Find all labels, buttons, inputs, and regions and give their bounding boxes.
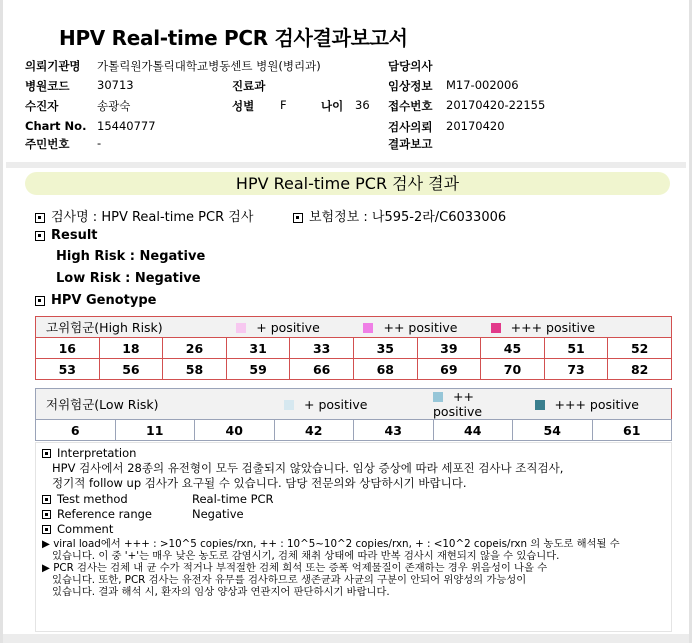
requesting-org-label: 의뢰기관명 [25,59,81,73]
legend-plus [274,389,433,420]
legend-swatch-icon [433,392,443,402]
clinical-info-label: 임상정보 [388,79,433,93]
genotype-cell: 70 [481,359,545,380]
bullet-square-icon [35,296,45,306]
legend-plus-plus-plus [513,389,672,420]
genotype-cell: 16 [36,338,100,359]
insurance-value: 나595-2라/C6033006 [371,210,507,225]
interpretation-box [35,442,672,632]
genotype-cell: 69 [417,359,481,380]
test-method-value: Real-time PCR [192,492,274,506]
comment-2-line-2: 있습니다. 또한, PCR 검사는 유전자 유무를 검사하므로 생존균과 사균의 구분이 안되어 위양성의 가능성이 [52,574,527,586]
genotype-cell: 58 [163,359,227,380]
genotype-cell: 33 [290,338,354,359]
result-heading: Result [51,228,98,243]
legend-label: ++ positive [383,319,458,335]
genotype-cell: 53 [36,359,100,380]
genotype-cell: 43 [354,420,434,441]
interpretation-heading [42,446,136,462]
genotype-cell: 42 [274,420,354,441]
test-method-row [42,492,128,508]
legend-label: + positive [256,319,320,335]
genotype-cell: 44 [433,420,513,441]
header-divider [6,162,686,168]
legend-swatch-icon [284,400,294,410]
genotype-cell: 73 [544,359,608,380]
resident-id-label: 주민번호 [25,137,70,151]
insurance-row [293,206,506,225]
patient-value: 송광숙 [97,99,131,113]
clinical-info-value: M17-002006 [446,78,519,92]
genotype-heading-row [35,293,156,308]
low-risk-row-1 [36,420,672,441]
genotype-cell: 6 [36,420,116,441]
reference-range-label: Reference range [57,507,153,521]
bullet-square-icon [35,213,45,223]
high-risk-title: 고위험군(High Risk) [36,317,227,338]
genotype-cell: 59 [226,359,290,380]
age-label: 나이 [321,99,344,113]
reference-range-value: Negative [192,507,244,521]
test-request-label: 검사의뢰 [388,120,433,134]
bullet-square-icon [42,510,51,519]
hospital-code-label: 병원코드 [25,79,70,93]
legend-swatch-icon [363,323,373,333]
high-risk-header-row [36,317,672,338]
comment-1-line-1: ▶ viral load에서 +++ : >10^5 copies/rxn, ++ : 10^5~10^2 copies/rxn, + : <10^2 copeis/rxn 의 농도로 해석될 수 [42,538,620,550]
comment-1-line-2: 있습니다. 이 중 '+'는 매우 낮은 농도로 감염시기, 검체 채취 상태에 따라 반복 검사시 재현되지 않을 수 있습니다. [52,550,560,562]
comment-label: Comment [57,522,114,536]
comment-row [42,522,113,538]
low-risk-header-row [36,389,672,420]
low-risk-table [35,388,672,441]
resident-id-value: - [97,136,102,150]
bullet-square-icon [42,525,51,534]
test-name-value: HPV Real-time PCR 검사 [101,210,254,225]
genotype-cell: 26 [163,338,227,359]
genotype-cell: 61 [592,420,672,441]
legend-label: +++ positive [554,396,639,412]
genotype-cell: 66 [290,359,354,380]
doctor-label: 담당의사 [388,59,433,73]
requesting-org-value: 가톨릭원가톨릭대학교병동센트 병원(병리과) [97,59,321,73]
legend-label: + positive [304,396,368,412]
test-name-label: 검사명 : [51,210,98,225]
interpretation-line-1: HPV 검사에서 28종의 유전형이 모두 검출되지 않았습니다. 임상 증상에 따라 세포진 검사나 조직검사, [52,461,564,475]
test-name-row [35,206,253,225]
sex-value: F [280,98,287,112]
bullet-square-icon [42,495,51,504]
reference-range-row [42,507,152,523]
receipt-no-label: 접수번호 [388,99,433,113]
page-bottom-bar [3,634,689,643]
genotype-cell: 11 [115,420,195,441]
legend-swatch-icon [535,400,545,410]
sex-label: 성별 [232,99,255,113]
legend-label: ++ positive [433,389,483,419]
genotype-cell: 35 [353,338,417,359]
genotype-cell: 82 [608,359,672,380]
genotype-cell: 54 [513,420,593,441]
test-request-value: 20170420 [446,119,505,133]
test-method-label: Test method [57,492,128,506]
department-label: 진료과 [232,79,266,93]
genotype-cell: 51 [544,338,608,359]
hospital-code-value: 30713 [97,78,134,92]
interpretation-label: Interpretation [57,446,137,460]
legend-swatch-icon [491,323,501,333]
bullet-square-icon [293,213,303,223]
legend-plus-plus [353,317,480,338]
insurance-label: 보험정보 : [309,210,368,225]
legend-swatch-icon [236,323,246,333]
bullet-square-icon [42,449,51,458]
legend-plus-plus-plus [481,317,672,338]
genotype-cell: 40 [195,420,275,441]
genotype-cell: 68 [353,359,417,380]
legend-plus [226,317,353,338]
low-risk-title: 저위험군(Low Risk) [36,389,275,420]
genotype-cell: 56 [99,359,163,380]
result-report-label: 결과보고 [388,137,433,151]
genotype-cell: 31 [226,338,290,359]
age-value: 36 [355,98,370,112]
genotype-heading: HPV Genotype [51,293,157,308]
genotype-cell: 18 [99,338,163,359]
high-risk-result: High Risk : Negative [56,249,206,264]
legend-label: +++ positive [510,319,596,335]
genotype-cell: 39 [417,338,481,359]
comment-2-line-1: ▶ PCR 검사는 검체 내 균 수가 적거나 부적절한 검체 희석 또는 증폭 억제물질이 존재하는 경우 위음성이 나올 수 [42,562,548,574]
report-title: HPV Real-time PCR 검사결과보고서 [59,26,408,50]
low-risk-result: Low Risk : Negative [56,271,201,286]
high-risk-row-2 [36,359,672,380]
high-risk-table [35,316,672,380]
chart-no-label: Chart No. [25,119,87,133]
chart-no-value: 15440777 [97,119,156,133]
genotype-cell: 45 [481,338,545,359]
comment-2-line-3: 있습니다. 결과 해석 시, 환자의 임상 양상과 연관지어 판단하시기 바랍니다. [52,586,390,598]
high-risk-row-1 [36,338,672,359]
result-heading-row [35,228,98,243]
receipt-no-value: 20170420-22155 [446,98,546,112]
genotype-cell: 52 [608,338,672,359]
interpretation-line-2: 정기적 follow up 검사가 요구될 수 있습니다. 담당 전문의와 상담하시기 바랍니다. [52,476,467,490]
result-banner: HPV Real-time PCR 검사 결과 [25,172,670,195]
patient-label: 수진자 [25,99,59,113]
legend-plus-plus [433,389,513,420]
bullet-square-icon [35,231,45,241]
